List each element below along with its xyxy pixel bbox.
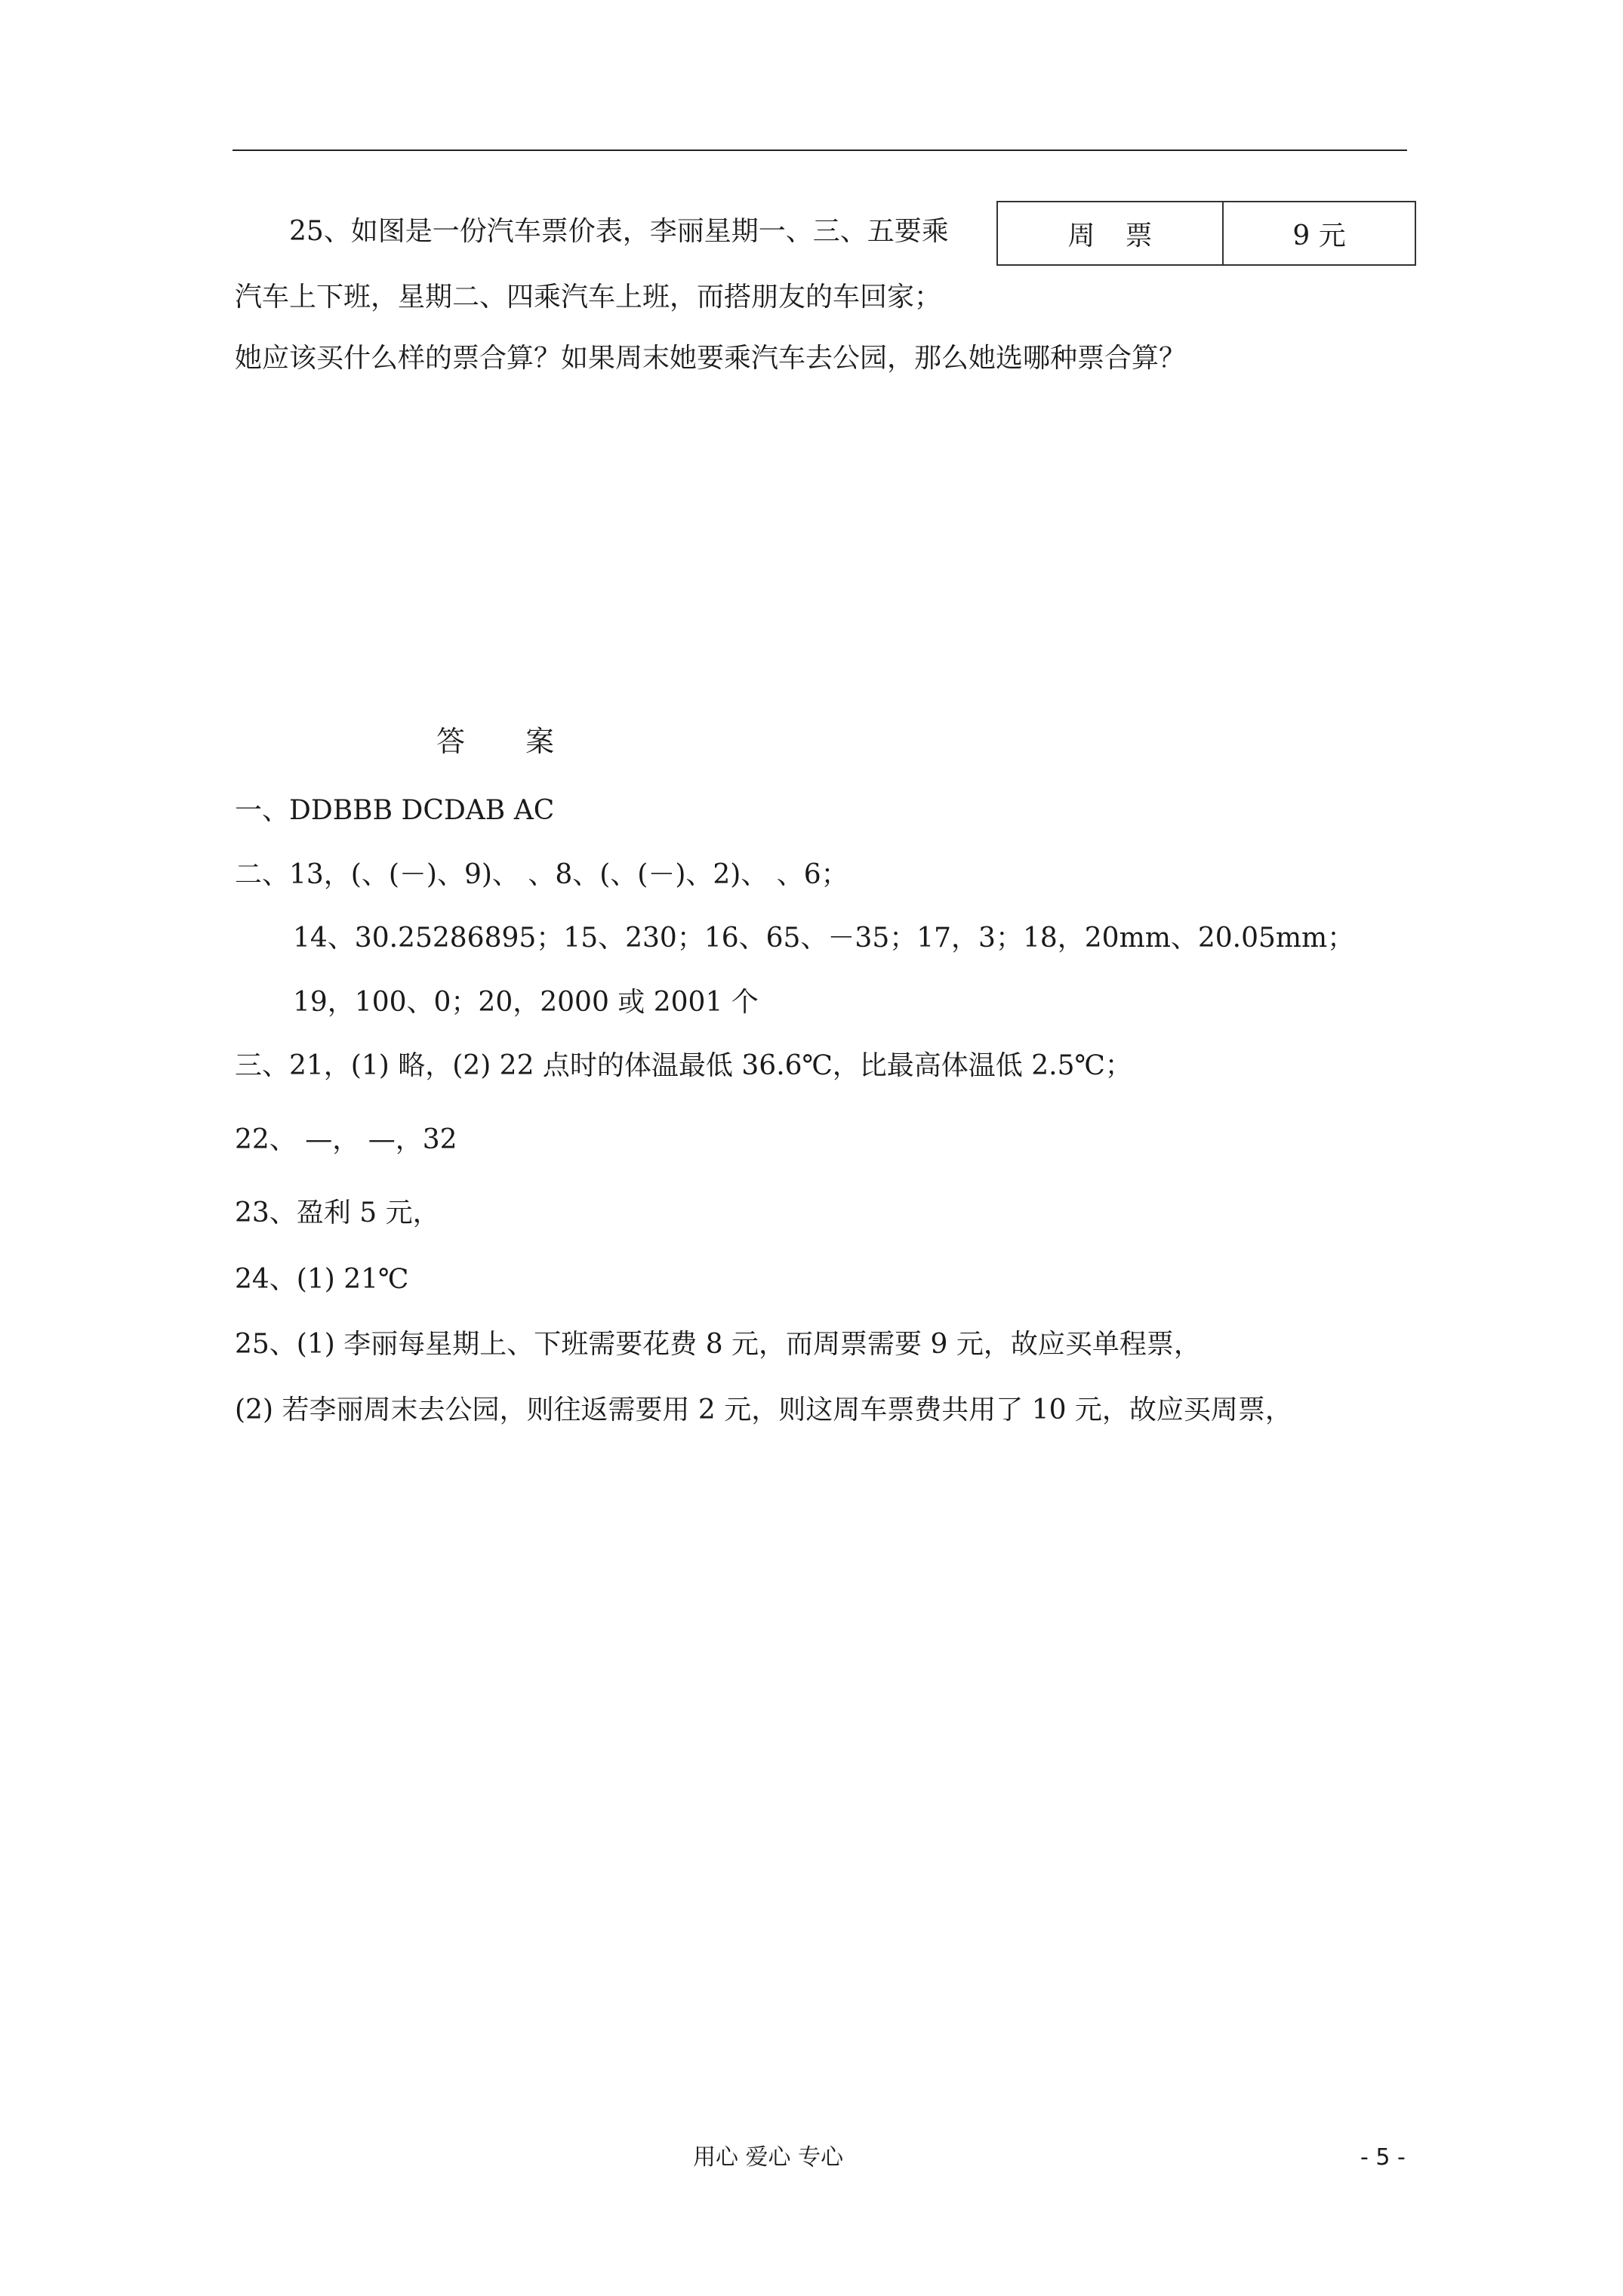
answer-line-1: 一、DDBBB DCDAB AC xyxy=(235,795,555,826)
ticket-price-table xyxy=(996,201,1416,266)
footer-motto: 用心 爱心 专心 xyxy=(693,2144,844,2171)
page-number: - 5 - xyxy=(1360,2144,1406,2171)
question-line-2: 汽车上下班，星期二、四乘汽车上班，而搭朋友的车回家； xyxy=(235,282,942,313)
answer-line-2: 二、13，(、(－)、9)、 、8、(、(－)、2)、 、6； xyxy=(235,859,848,890)
answer-line-4: 19，100、0；20，2000 或 2001 个 xyxy=(293,987,759,1018)
ticket-type-cell: 周票 xyxy=(997,202,1223,265)
answer-line-9: 25、(1) 李丽每星期上、下班需要花费 8 元，而周票需要 9 元，故应买单程票， xyxy=(235,1329,1201,1360)
answer-line-10: (2) 若李丽周末去公园，则往返需要用 2 元，则这周车票费共用了 10 元，故应买周票， xyxy=(235,1395,1292,1425)
answer-line-6: 22、 —， —，32 xyxy=(235,1124,457,1155)
answer-line-3: 14、30.25286895；15、230；16、65、－35；17，3；18，20mm、20.05mm； xyxy=(293,923,1355,954)
ticket-price-cell: 9 元 xyxy=(1223,202,1415,265)
answer-line-5: 三、21，(1) 略，(2) 22 点时的体温最低 36.6℃，比最高体温低 2.5℃； xyxy=(235,1050,1132,1081)
question-line-1: 25、如图是一份汽车票价表，李丽星期一、三、五要乘 xyxy=(289,216,949,247)
question-line-3: 她应该买什么样的票合算？如果周末她要乘汽车去公园，那么她选哪种票合算？ xyxy=(235,343,1187,374)
answer-line-8: 24、(1) 21℃ xyxy=(235,1264,409,1295)
answer-line-7: 23、盈利 5 元， xyxy=(235,1197,440,1228)
header-rule xyxy=(233,149,1407,151)
answer-title: 答案 xyxy=(436,725,615,758)
